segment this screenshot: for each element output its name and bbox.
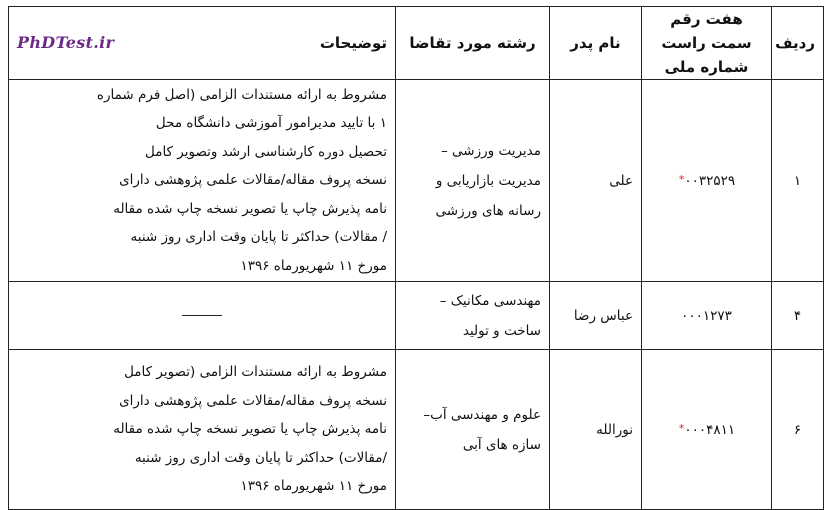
national-code [642, 350, 772, 510]
national-code-value: ۰۰۳۲۵۲۹ [684, 172, 736, 189]
description-line: مورخ ۱۱ شهریورماه ۱۳۹۶ [240, 478, 387, 495]
header-father-name: نام پدر [550, 7, 642, 80]
description-line: نسخه پروف مقاله/مقالات علمی پژوهشی دارای [119, 172, 387, 189]
description-line: نسخه پروف مقاله/مقالات علمی پژوهشی دارای [119, 392, 387, 409]
national-code-value: ۰۰۰۴۸۱۱ [684, 421, 736, 438]
field-line: ساخت و تولید [462, 322, 541, 339]
description [9, 350, 396, 510]
field-line: سازه های آبی [462, 436, 541, 453]
table-row [9, 80, 824, 282]
field-of-study [396, 350, 550, 510]
row-number: ۴ [772, 282, 824, 350]
header-description [9, 7, 396, 80]
table-row [9, 282, 824, 350]
description-line: نامه پذیرش چاپ یا تصویر نسخه چاپ شده مقاله [113, 200, 387, 217]
field-line: رسانه های ورزشی [435, 202, 541, 219]
table-row [9, 350, 824, 510]
site-logo: PhDTest.ir [17, 33, 115, 52]
header-field: رشته مورد تقاضا [396, 7, 550, 80]
results-table [8, 6, 824, 510]
description-line: /مقالات) حداکثر تا پایان وقت اداری روز شنبه [134, 449, 387, 466]
header-national-code: هفت رقم سمت راست شماره ملی [642, 7, 772, 80]
header-description-label: توضیحات [319, 34, 387, 52]
field-line: علوم و مهندسی آب– [423, 406, 541, 423]
description-line: نامه پذیرش چاپ یا تصویر نسخه چاپ شده مقاله [113, 421, 387, 438]
field-of-study [396, 282, 550, 350]
description [9, 80, 396, 282]
header-row-number: ردیف [772, 7, 824, 80]
row-number: ۱ [772, 80, 824, 282]
father-name: عباس رضا [550, 282, 642, 350]
field-of-study [396, 80, 550, 282]
field-line: مدیریت ورزشی – [441, 142, 541, 159]
description [9, 282, 396, 350]
header-row [9, 7, 824, 80]
national-code [642, 80, 772, 282]
father-name: نورالله [550, 350, 642, 510]
star-mark: * [678, 421, 685, 435]
description-line: ۱ با تایید مدیرامور آموزشی دانشگاه محل [155, 115, 387, 132]
description-line: / مقالات) حداکثر تا پایان وقت اداری روز شنبه [130, 229, 387, 246]
field-line: مهندسی مکانیک – [439, 292, 541, 309]
star-mark: * [678, 172, 685, 186]
national-code [642, 282, 772, 350]
description-line: مورخ ۱۱ شهریورماه ۱۳۹۶ [240, 257, 387, 274]
row-number: ۶ [772, 350, 824, 510]
national-code-value: ۰۰۰۱۲۷۳ [681, 307, 732, 324]
description-line: مشروط به ارائه مستندات الزامی (اصل فرم شماره [96, 86, 387, 103]
father-name: علی [550, 80, 642, 282]
empty-dash [182, 315, 222, 316]
description-line: تحصیل دوره کارشناسی ارشد وتصویر کامل [144, 143, 387, 160]
description-line: مشروط به ارائه مستندات الزامی (تصویر کامل [124, 364, 387, 381]
field-line: مدیریت بازاریابی و [435, 172, 541, 189]
